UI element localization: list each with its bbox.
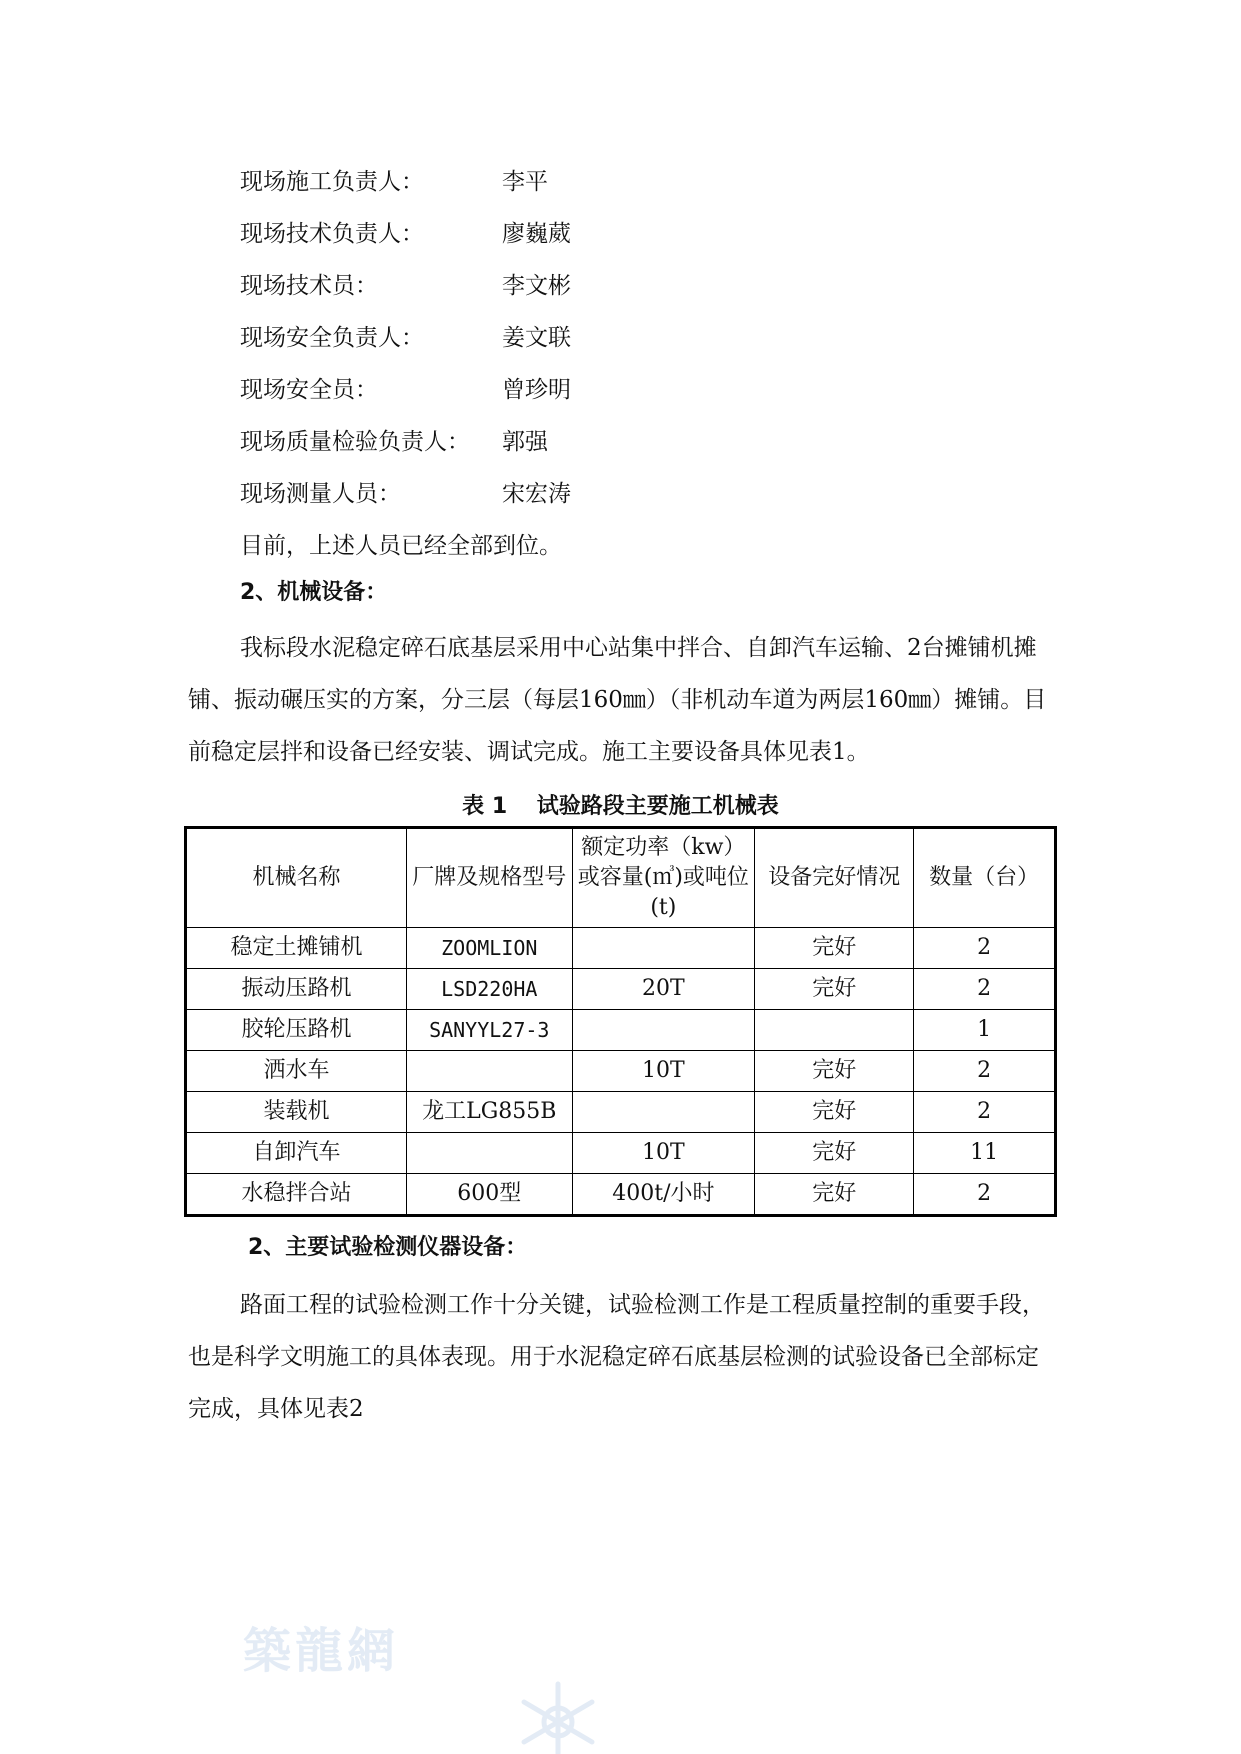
table-row — [186, 1174, 1056, 1216]
cell-power: 10T — [572, 1133, 754, 1174]
watermark-logo: 築龍網 — [243, 1623, 400, 1679]
cell-count: 2 — [914, 928, 1056, 969]
snowflake-watermark-icon — [510, 1680, 606, 1754]
cell-condition: 完好 — [755, 1133, 914, 1174]
personnel-name: 郭强 — [502, 429, 548, 455]
table-row — [186, 1133, 1056, 1174]
header-condition: 设备完好情况 — [755, 828, 914, 928]
cell-count: 1 — [914, 1010, 1056, 1051]
cell-count: 2 — [914, 1051, 1056, 1092]
cell-count: 11 — [914, 1133, 1056, 1174]
cell-condition: 完好 — [755, 1174, 914, 1216]
cell-model: LSD220HA — [406, 969, 572, 1010]
personnel-name: 姜文联 — [502, 325, 571, 351]
cell-count: 2 — [914, 969, 1056, 1010]
personnel-name: 曾珍明 — [502, 377, 571, 403]
cell-count: 2 — [914, 1174, 1056, 1216]
cell-condition: 完好 — [755, 928, 914, 969]
header-machine-name: 机械名称 — [186, 828, 407, 928]
personnel-role: 现场技术员： — [240, 273, 378, 299]
cell-model: ZOOMLION — [406, 928, 572, 969]
table-row — [186, 1092, 1056, 1133]
table-caption: 表 1 试验路段主要施工机械表 — [462, 794, 779, 819]
cell-model: 600型 — [406, 1174, 572, 1216]
personnel-role: 现场安全负责人： — [240, 325, 424, 351]
personnel-name: 宋宏涛 — [502, 481, 571, 507]
cell-name: 自卸汽车 — [186, 1133, 407, 1174]
cell-condition: 完好 — [755, 1092, 914, 1133]
cell-condition: 完好 — [755, 969, 914, 1010]
machinery-paragraph — [188, 622, 1058, 778]
cell-power: 10T — [572, 1051, 754, 1092]
personnel-role: 现场质量检验负责人： — [240, 429, 470, 455]
table-row — [186, 1010, 1056, 1051]
personnel-role: 现场技术负责人： — [240, 221, 424, 247]
personnel-role: 现场安全员： — [240, 377, 378, 403]
cell-count: 2 — [914, 1092, 1056, 1133]
cell-name: 振动压路机 — [186, 969, 407, 1010]
cell-name: 胶轮压路机 — [186, 1010, 407, 1051]
header-power: 额定功率（kw）或容量(㎥)或吨位(t) — [572, 828, 754, 928]
personnel-role: 现场测量人员： — [240, 481, 401, 507]
instruments-paragraph — [188, 1279, 1058, 1435]
cell-power: 400t/小时 — [572, 1174, 754, 1216]
cell-name: 装载机 — [186, 1092, 407, 1133]
table-row — [186, 928, 1056, 969]
personnel-status: 目前，上述人员已经全部到位。 — [240, 533, 562, 559]
cell-power: 20T — [572, 969, 754, 1010]
cell-name: 洒水车 — [186, 1051, 407, 1092]
cell-model — [406, 1051, 572, 1092]
personnel-name: 李文彬 — [502, 273, 571, 299]
machinery-paragraph-text: 我标段水泥稳定碎石底基层采用中心站集中拌合、自卸汽车运输、2台摊铺机摊铺、振动碾压实的方案，分三层（每层160㎜）（非机动车道为两层160㎜）摊铺。目前稳定层拌和设备已经安装、调试完成。施工主要设备具体见表1。 — [188, 635, 1047, 765]
table-header-row — [186, 828, 1056, 928]
table-row — [186, 1051, 1056, 1092]
cell-power — [572, 928, 754, 969]
cell-power — [572, 1010, 754, 1051]
table-row — [186, 969, 1056, 1010]
cell-name: 水稳拌合站 — [186, 1174, 407, 1216]
personnel-name: 廖巍葳 — [502, 221, 571, 247]
cell-condition — [755, 1010, 914, 1051]
personnel-role: 现场施工负责人： — [240, 169, 424, 195]
cell-model — [406, 1133, 572, 1174]
cell-model: SANYYL27-3 — [406, 1010, 572, 1051]
cell-power — [572, 1092, 754, 1133]
instruments-paragraph-text: 路面工程的试验检测工作十分关键，试验检测工作是工程质量控制的重要手段，也是科学文明施工的具体表现。用于水泥稳定碎石底基层检测的试验设备已全部标定完成，具体见表2 — [188, 1292, 1045, 1422]
cell-model: 龙工LG855B — [406, 1092, 572, 1133]
personnel-name: 李平 — [502, 169, 548, 195]
section-heading-instruments: 2、主要试验检测仪器设备： — [248, 1235, 528, 1260]
header-count: 数量（台） — [914, 828, 1056, 928]
cell-condition: 完好 — [755, 1051, 914, 1092]
header-model: 厂牌及规格型号 — [406, 828, 572, 928]
cell-name: 稳定土摊铺机 — [186, 928, 407, 969]
equipment-table — [184, 826, 1057, 1217]
section-heading-machinery: 2、机械设备： — [240, 580, 388, 605]
